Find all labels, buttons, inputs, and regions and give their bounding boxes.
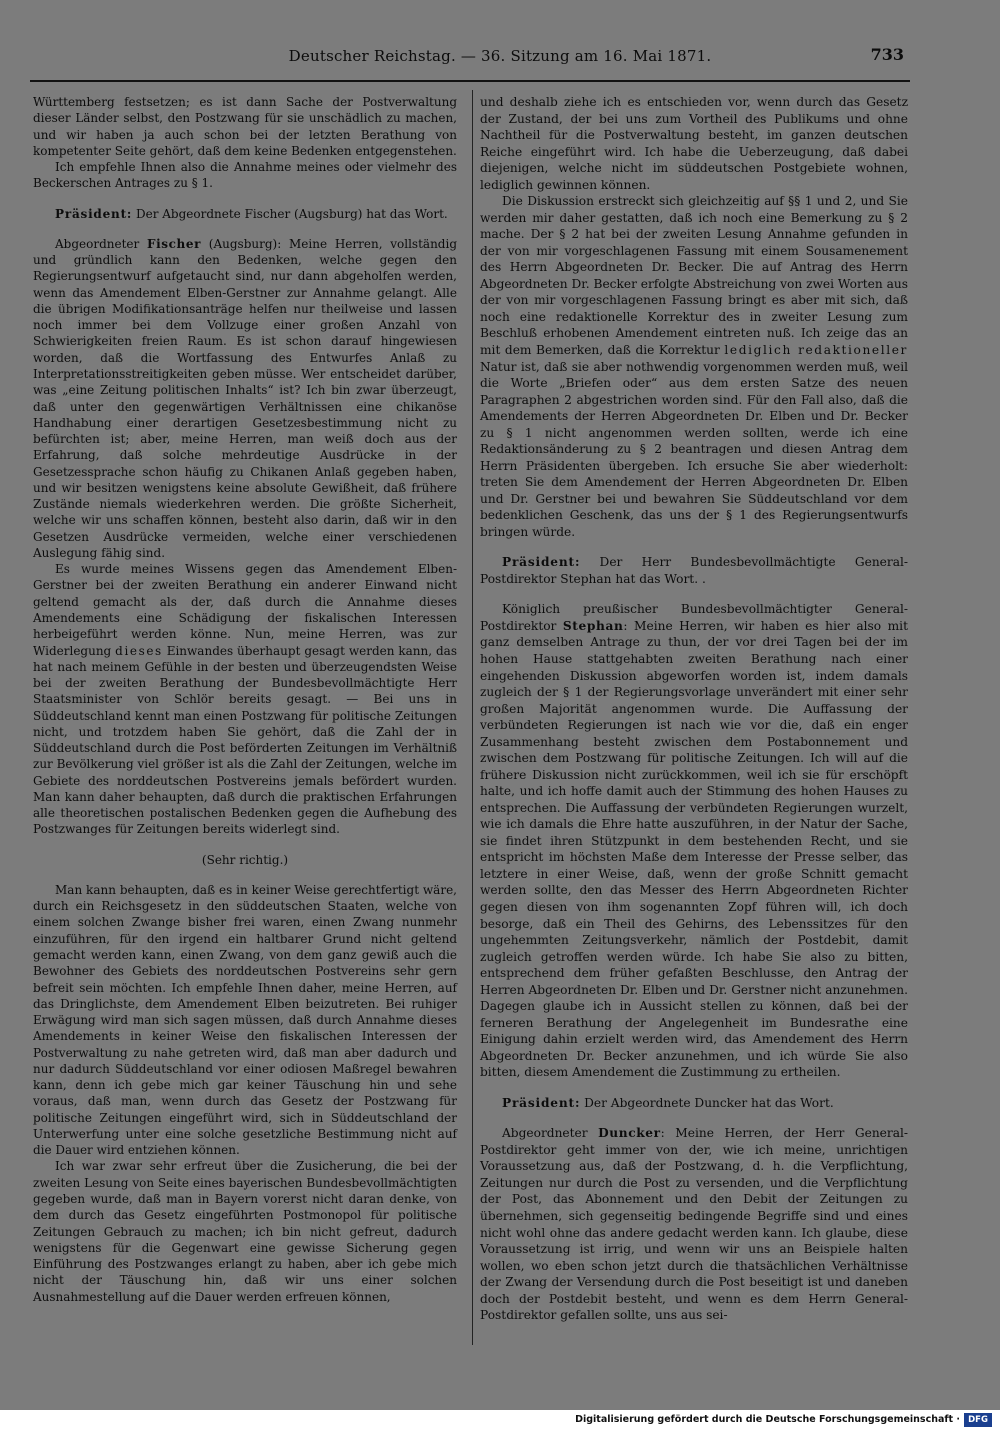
speaker-paragraph [33, 206, 457, 222]
paragraph-text: Einwandes überhaupt gesagt werden kann, das hat nach meinem Gefühle in der besten und überzeugendsten Weise bei der zweiten Berathung der Bundesbevollmächtigte Herr Staatsminister von Schlör bereits gesagt. — Bei uns in Süddeutschland kennt man einen Postzwang für politische Zeitungen nicht, und trotzdem haben Sie gehört, daß die Zahl der in Süddeutschland durch die Post beförderten Zeitungen im Verhältniß zur Bevölkerung viel größer ist als die Zahl der Zeitungen, welche im Gebiete des norddeutschen Postvereins jemals befördert wurden. Man kann daher behaupten, daß durch die praktischen Erfahrungen alle theoretischen postalischen Bedenken gegen die Aufhebung des Postzwanges für Zeitungen bereits widerlegt sind. [33, 643, 457, 837]
speaker-name: Fischer [147, 236, 202, 251]
paragraph: Ich empfehle Ihnen also die Annahme meines oder vielmehr des Beckerschen Antrages zu § 1. [33, 160, 457, 191]
paragraph: und deshalb ziehe ich es entschieden vor, wenn durch das Gesetz der Zustand, der bei uns zum Vortheil des Publikums und ohne Nachtheil für die Postverwaltung besteht, im ganzen deutschen Reiche eingeführt wird. Ich habe die Ueberzeugung, daß dabei diejenigen, welche nicht im süddeutschen Postgebiete wohnen, lediglich gewinnen können. [480, 95, 908, 192]
interjection: (Sehr richtig.) [201, 852, 289, 867]
president-label: Präsident: [55, 206, 133, 221]
speech-paragraph [480, 601, 908, 1080]
paragraph-text: (Augsburg): Meine Herren, vollständig und gründlich kann den Bedenken, welche gegen den Regierungsentwurf aufgetaucht sind, nur dann abgeholfen werden, wenn das Amendement Elben-Gerstner zur Annahme gelangt. Alle die übrigen Modifikationsanträge helfen nur theilweise und lassen noch immer bei dem Vollzuge einer großen Anzahl von Schwierigkeiten freien Raum. Es ist schon darauf hingewiesen worden, daß die Wortfassung des Entwurfes Anlaß zu Interpretationsstreitigkeiten geben müsse. Wer entscheidet darüber, was „eine Zeitung politischen Inhalts“ ist? Ich bin zwar überzeugt, daß unter den gegenwärtigen Verhältnissen eine chikanöse Handhabung einer derartigen Gesetzesbestimmung nicht zu befürchten ist; aber, meine Herren, man weiß doch aus der Erfahrung, daß solche mehrdeutige Ausdrücke in der Gesetzessprache schon häufig zu Chikanen Anlaß gegeben haben, und wir besitzen wenigstens keine absolute Gewißheit, daß frühere Zustände niemals wiederkehren werden. Die größte Sicherheit, welche wir uns schaffen können, besteht also darin, daß wir in den Gesetzen Ausdrücke vermeiden, welche einer verschiedenen Auslegung fähig sind. [33, 236, 457, 560]
right-column [480, 94, 908, 1324]
paragraph: Württemberg festsetzen; es ist dann Sache der Postverwaltung dieser Länder selbst, den Postzwang für sie unschädlich zu machen, und wir haben ja auch schon bei der letzten Berathung von kompetenter Seite gehört, daß dem keine Bedenken entgegenstehen. [33, 95, 457, 158]
speech-paragraph [480, 1125, 908, 1323]
paragraph [33, 561, 457, 838]
paragraph-text: Der Abgeordnete Fischer (Augsburg) hat das Wort. [132, 206, 448, 221]
page-number: 733 [870, 45, 904, 64]
paragraph [480, 193, 908, 540]
paragraph-text: Der Abgeordnete Duncker hat das Wort. [580, 1095, 834, 1110]
president-label: Präsident: [502, 555, 581, 570]
paragraph: Ich war zwar sehr erfreut über die Zusicherung, die bei der zweiten Lesung von Seite eines bayerischen Bundesbevollmächtigten gegeben wurde, daß man in Bayern vorerst nicht daran denke, von dem durch das Gesetz eingeführten Postmonopol für politische Zeitungen Gebrauch zu machen; ich bin nicht gefreut, dadurch wenigstens für die Gegenwart eine gewisse Sicherung gegen Einführung des Postzwanges erlangt zu haben, aber ich gebe mich nicht der Täuschung hin, daß wir uns einer solchen Ausnahmestellung auf die Dauer werden erfreuen können, [33, 1159, 457, 1304]
speaker-name: Duncker [598, 1126, 661, 1141]
running-header: Deutscher Reichstag. — 36. Sitzung am 16. Mai 1871. [288, 47, 712, 65]
speaker-name: Stephan [562, 618, 624, 633]
speaker-prefix: Abgeordneter [502, 1126, 599, 1141]
paragraph: Man kann behaupten, daß es in keiner Weise gerechtfertigt wäre, durch ein Reichsgesetz in den süddeutschen Staaten, welche von einem solchen Zwange bisher frei waren, einen Zwang nunmehr einzuführen, für den irgend ein haltbarer Grund nicht geltend gemacht werden kann, einen Zwang, von dem ganz gewiß auch die Bewohner des Gebiets des norddeutschen Postvereins sehr gern befreit sein möchten. Ich empfehle Ihnen daher, meine Herren, auf das Dringlichste, dem Amendement Elben beizutreten. Bei ruhiger Erwägung wird man sich sagen müssen, daß durch Annahme dieses Amendements in keiner Weise den fiskalischen Interessen der Postverwaltung zu nahe getreten wird, daß man aber dadurch und nur dadurch Süddeutschland vor einer odiosen Maßregel bewahren kann, denn ich gebe mich gar keiner Täuschung hin und sehe voraus, daß man, wenn durch das Gesetz der Postzwang für politische Zeitungen eingeführt wird, sich in Süddeutschland der Unterwerfung unter eine solche gesetzliche Bestimmung nicht auf die Dauer wird entziehen können. [33, 882, 457, 1158]
dfg-logo: DFG [964, 1413, 992, 1427]
speaker-prefix: Königlich preußischer Bundesbevollmächtigter General-Postdirektor [480, 602, 908, 633]
paragraph-text: Die Diskussion erstreckt sich gleichzeitig auf §§ 1 und 2, und Sie werden mir daher gestatten, daß ich noch eine Bemerkung zu § 2 mache. Der § 2 hat bei der zweiten Lesung Annahme gefunden in der von mir vorgeschlagenen Fassung mit einem Sousamenement des Herrn Abgeordneten Dr. Becker. Die auf Antrag des Herrn Abgeordneten Dr. Becker erfolgte Abstreichung von zwei Worten aus der von mir vorgeschlagenen Fassung bringt es aber mit sich, daß noch eine redaktionelle Korrektur des in zweiter Lesung zum Beschluß erhobenen Amendement eintreten nuß. Ich zeige das an mit dem Bemerken, daß die Korrektur [480, 194, 908, 357]
digitization-credit: Digitalisierung gefördert durch die Deutsche Forschungsgemeinschaft · [575, 1414, 960, 1425]
emphasis-text: dieses [115, 643, 163, 658]
header-rule [30, 80, 910, 82]
paragraph-text: : Meine Herren, wir haben es hier also mit ganz demselben Antrage zu thun, der vor drei Tagen bei der im hohen Hause stattgehabten zweiten Berathung nach einer eingehenden Diskussion abgeworfen worden ist, indem damals zugleich der § 1 der Regierungsvorlage unverändert mit einer sehr großen Majorität angenommen wurde. Die Auffassung der verbündeten Regierungen ist nach wie vor die, daß ein enger Zusammenhang besteht zwischen dem Postabonnement und zwischen dem Postzwang für politische Zeitungen. Ich will auf die frühere Diskussion nicht zurückkommen, weil ich sie für erschöpft halte, und ich hoffe damit auch der Stimmung des hohen Hauses zu entsprechen. Die Auffassung der verbündeten Regierungen wurzelt, wie ich damals die Ehre hatte auszuführen, in der Natur der Sache, sie findet ihren Stützpunkt in dem bestehenden Recht, und sie entspricht im höchsten Maße dem Interesse der Presse selber, das letztere in einer Weise, daß, wenn der große Schnitt gemacht werden sollte, den das Messer des Herrn Abgeordneten Richter gegen diesen von ihm sogenannten Zopf führen will, ich doch besorge, daß ein Theil des Gehirns, des Lebenssitzes für den ungehemmten Zeitungsverkehr, nämlich der Postdebit, damit zugleich getroffen werden würde. Ich habe Sie also zu bitten, entsprechend dem früher gefaßten Beschlusse, den Antrag der Herren Abgeordneten Dr. Elben und Dr. Gerstner nicht anzunehmen. Dagegen glaube ich in Aussicht stellen zu können, daß bei der ferneren Berathung der Angelegenheit im Bundesrathe eine Einigung dahin erzielt werden wird, das Amendement des Herrn Abgeordneten Dr. Becker anzunehmen, und ich würde Sie also bitten, diesem Amendement die Zustimmung zu ertheilen. [480, 618, 908, 1080]
paragraph-text: Natur ist, daß sie aber nothwendig vorgenommen werden muß, weil die Worte „Briefen oder“ aus dem ersten Satze des neuen Paragraphen 2 abgestrichen worden sind. Für den Fall also, daß die Amendements der Herren Abgeordneten Dr. Elben und Dr. Becker zu § 1 nicht angenommen werden sollten, werde ich eine Redaktionsänderung zu § 2 beantragen und diesen Antrag dem Herrn Präsidenten übergeben. Ich ersuche Sie aber wiederholt: treten Sie dem Amendement der Herren Abgeordneten Dr. Elben und Dr. Gerstner bei und bewahren Sie Süddeutschland vor dem bedenklichen Geschenk, das uns der § 1 des Regierungsentwurfs bringen würde. [480, 359, 908, 539]
speaker-paragraph [480, 1095, 908, 1112]
left-column [33, 94, 457, 1305]
speaker-paragraph [480, 554, 908, 587]
emphasis-text: lediglich redaktioneller [724, 342, 908, 357]
speaker-prefix: Abgeordneter [55, 236, 148, 251]
president-label: Präsident: [502, 1095, 581, 1110]
paragraph-text: Der Herr Bundesbevollmächtigte General-Postdirektor Stephan hat das Wort. . [480, 555, 908, 586]
paragraph-text: Es wurde meines Wissens gegen das Amendement Elben-Gerstner bei der zweiten Berathung ein anderer Einwand nicht geltend gemacht als der, daß durch die Annahme dieses Amendements eine Schädigung der fiskalischen Interessen herbeigeführt werden könne. Nun, meine Herren, was zur Widerlegung [33, 562, 457, 658]
column-divider [472, 90, 473, 1345]
paragraph-text: : Meine Herren, der Herr General-Postdirektor geht immer von der, wie ich meine, unrichtigen Voraussetzung aus, daß der Postzwang, d. h. die Verpflichtung, Zeitungen nur durch die Post zu versenden, und die Verpflichtung der Post, das Abonnement und den Debit der Zeitungen zu übernehmen, sich gegenseitig bedingende Begriffe sind und eines nicht wohl ohne das andere gedacht werden kann. Ich glaube, diese Voraussetzung ist irrig, und wenn wir uns an Beispiele halten wollen, wo eben schon jetzt durch die thatsächlichen Verhältnisse der Zwang der Versendung durch die Post beseitigt ist und daneben doch der Postdebit besteht, und wenn es dem Herrn General-Postdirektor gefallen sollte, uns aus sei- [480, 1126, 908, 1323]
speech-paragraph [33, 236, 457, 561]
